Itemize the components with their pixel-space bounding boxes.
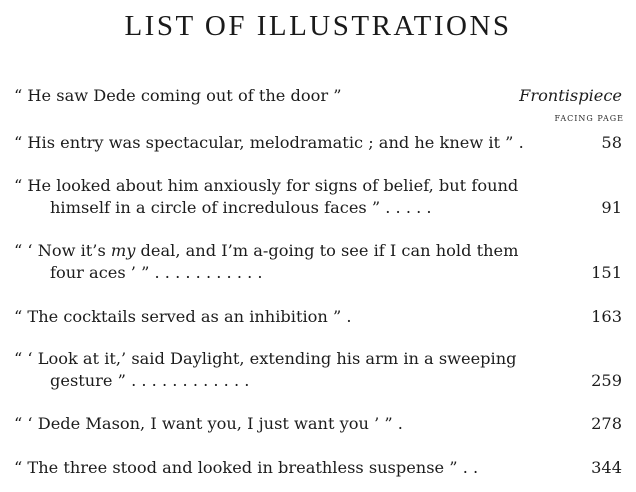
entry-caption: “ ‘ Dede Mason, I want you, I just want you ’ ” xyxy=(14,414,393,433)
entry-caption: “ He saw Dede coming out of the door ” xyxy=(14,86,342,105)
entry-page: 344 xyxy=(591,458,622,477)
illustration-entry xyxy=(14,413,624,435)
illustration-entry xyxy=(14,457,624,479)
entry-page: 259 xyxy=(591,371,622,390)
entry-caption-continued: himself in a circle of incredulous faces ” xyxy=(50,198,381,217)
illustration-entry xyxy=(14,240,624,284)
illustration-entry xyxy=(14,306,624,328)
dot-leader: . xyxy=(341,307,352,326)
facing-page-label: FACING PAGE xyxy=(554,114,624,123)
illustration-entry xyxy=(14,348,624,392)
dot-leader: . xyxy=(467,458,479,477)
entry-caption: “ The cocktails served as an inhibition ” xyxy=(14,307,342,326)
entry-caption: “ ‘ Look at it,’ said Daylight, extending his arm in a sweeping xyxy=(14,349,517,368)
entry-page: 58 xyxy=(601,133,622,152)
entry-caption: “ His entry was spectacular, melodramatic ; and he knew it ” xyxy=(14,133,514,152)
dot-leader: . xyxy=(392,414,403,433)
entry-caption-continued: gesture ” xyxy=(50,371,126,390)
entry-page: 151 xyxy=(591,263,622,282)
entry-caption: “ He looked about him anxiously for signs of belief, but found xyxy=(14,176,519,195)
entry-page: Frontispiece xyxy=(519,86,622,105)
dot-leader: . . . . . . . . . . . xyxy=(149,263,263,282)
entry-page: 91 xyxy=(601,198,622,217)
dot-leader: . xyxy=(513,133,524,152)
illustration-entry xyxy=(14,132,624,154)
dot-leader: . . . . . xyxy=(380,198,432,217)
page-title: LIST OF ILLUSTRATIONS xyxy=(124,10,512,42)
entry-caption-emphasis: my xyxy=(110,241,136,260)
entry-caption: “ ‘ Now it’s xyxy=(14,241,111,260)
entry-page: 278 xyxy=(591,414,622,433)
entry-caption-continued: four aces ’ ” xyxy=(50,263,150,282)
entry-caption: deal, and I’m a-going to see if I can hold them xyxy=(135,241,519,260)
entry-page: 163 xyxy=(591,307,622,326)
illustration-entry xyxy=(14,85,624,107)
dot-leader: . . . . . . . . . . . . xyxy=(125,371,250,390)
entry-caption: “ The three stood and looked in breathless suspense ” . xyxy=(14,458,468,477)
illustration-entry xyxy=(14,175,624,219)
